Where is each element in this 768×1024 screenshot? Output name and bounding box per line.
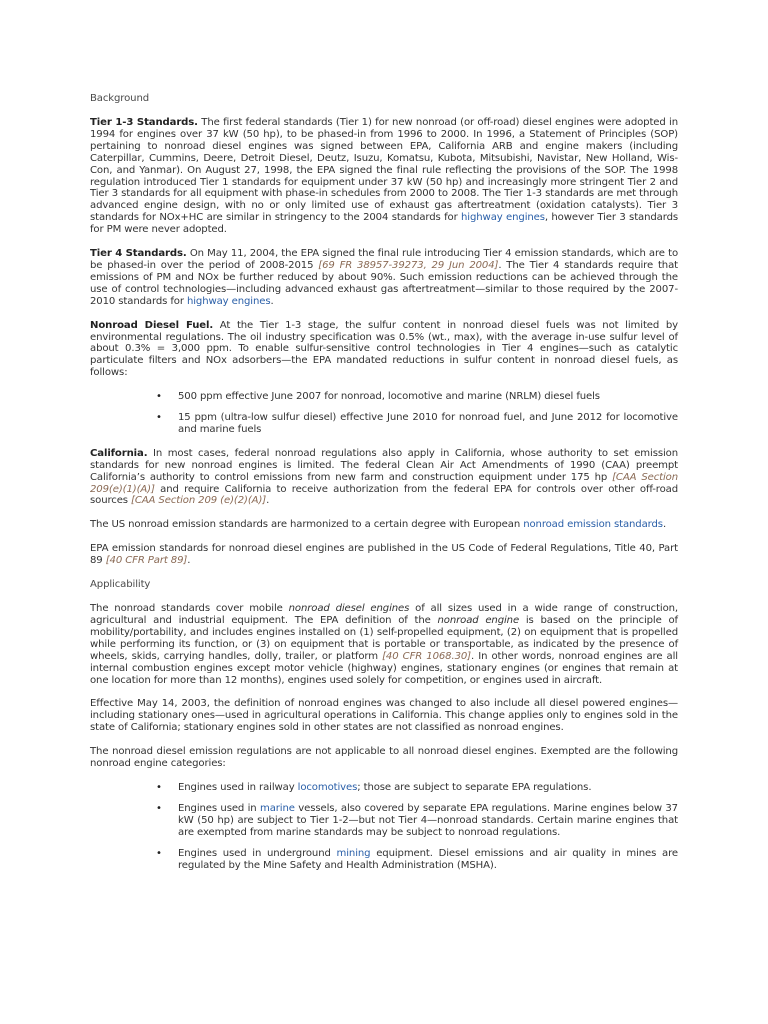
paragraph-text: . In other words, nonroad engines are all internal combustion engines except motor vehicle (highway) engines, stationary engines (or engines that remain at one location for more than 12 months), engines used solely for competition, or engines used in aircraft.: [90, 650, 678, 686]
list-item: • 500 ppm effective June 2007 for nonroad, locomotive and marine (NRLM) diesel fuels: [178, 391, 678, 403]
paragraph-text: .: [662, 519, 667, 531]
paragraph-tier-1-3: [90, 117, 678, 236]
paragraph-text: EPA emission standards for nonroad diesel engines are published in the US Code of Federal Regulations, Title 40, Part 89: [90, 543, 678, 567]
paragraph-text: , however Tier 3 standards for PM were never adopted.: [90, 212, 679, 236]
paragraph-text: .: [270, 295, 274, 307]
emphasis-text: nonroad diesel engines: [288, 603, 410, 615]
exemptions-bullet-list: [90, 782, 678, 871]
paragraph-text: of all sizes used in a wide range of construction, agricultural and industrial equipment. The EPA definition of the: [90, 603, 679, 626]
reference-citation: [40 CFR 1068.30]: [382, 650, 471, 662]
paragraph-text: The US nonroad emission standards are harmonized to a certain degree with European: [90, 519, 524, 531]
link-nonroad-emission-standards[interactable]: nonroad emission standards: [523, 519, 663, 531]
section-heading-applicability: Applicability: [90, 579, 151, 591]
list-item-text: equipment. Diesel emissions and air quality in mines are regulated by the Mine Safety and Health Administration (MSHA).: [178, 847, 678, 871]
paragraph-cfr: [90, 543, 678, 567]
paragraph-text: In most cases, federal nonroad regulations also apply in California, whose authority to set emission standards for new nonroad engines is limited. The federal Clean Air Act Amendments of 1990 (CAA) preempt California’s authority to control emissions from new farm and construction equipment under 175 hp: [90, 447, 678, 483]
link-highway-engines[interactable]: highway engines: [186, 295, 271, 307]
reference-citation: [CAA Section 209(e)(1)(A)]: [90, 471, 678, 495]
fuel-bullet-list: [90, 391, 678, 436]
link-marine[interactable]: marine: [260, 802, 295, 814]
paragraph-lead: California.: [90, 447, 148, 459]
paragraph-applicability-scope: [90, 603, 678, 686]
paragraph-exemptions-intro: The nonroad diesel emission regulations are not applicable to all nonroad diesel engines. Exempted are the following nonroad engine categories:: [90, 746, 678, 770]
paragraph-text: At the Tier 1-3 stage, the sulfur content in nonroad diesel fuels was not limited by environmental regulations. The oil industry specification was 0.5% (wt., max), with the average in-use sulfur level of about 0.3% = 3,000 ppm. To enable sulfur-sensitive control technologies in Tier 4 engines—such as catalytic particulate filters and NOx adsorbers—the EPA mandated reductions in sulfur content in nonroad diesel fuels, as follows:: [90, 319, 678, 379]
paragraph-harmonized: [90, 519, 678, 531]
paragraph-text: and require California to receive authorization from the federal EPA for controls over other off-road sources: [90, 483, 678, 507]
paragraph-text: On May 11, 2004, the EPA signed the final rule introducing Tier 4 emission standards, which are to be phased-in over the period of 2008-2015: [90, 248, 679, 271]
section-heading-background: Background: [90, 93, 150, 104]
list-item: • 15 ppm (ultra-low sulfur diesel) effective June 2010 for nonroad fuel, and June 2012 for locomotive and marine fuels: [178, 412, 678, 436]
paragraph-california: [90, 448, 678, 508]
paragraph-text: .: [266, 495, 270, 507]
link-highway-engines[interactable]: highway engines: [461, 212, 545, 224]
paragraph-text: The nonroad standards cover mobile: [90, 603, 289, 615]
document-page: [90, 93, 678, 883]
paragraph-tier-4: [90, 248, 678, 308]
list-item-text: ; those are subject to separate EPA regulations.: [357, 781, 592, 793]
paragraph-lead: Tier 1-3 Standards.: [90, 117, 198, 128]
paragraph-definition-change: Effective May 14, 2003, the definition of nonroad engines was changed to also include all diesel powered engines—including stationary ones—used in agricultural operations in California. This change applies only to engines sold in the state of California; stationary engines sold in other states are not classified as nonroad engines.: [90, 698, 678, 734]
paragraph-text: . The Tier 4 standards require that emissions of PM and NOx be further reduced by about 90%. Such emission reductions can be achieved through the use of control technologies—including advanced exhaust gas aftertreatment—similar to those required by the 2007-2010 standards for: [90, 259, 678, 307]
emphasis-text: nonroad engine: [437, 615, 520, 626]
paragraph-lead: Tier 4 Standards.: [90, 248, 187, 260]
paragraph-text: The first federal standards (Tier 1) for new nonroad (or off-road) diesel engines were adopted in 1994 for engines over 37 kW (50 hp), to be phased-in from 1996 to 2000. In 1996, a Statement of Principles (SOP) pertaining to nonroad diesel engines was signed between EPA, California ARB and engine makers (including Caterpillar, Cummins, Deere, Detroit Diesel, Deutz, Isuzu, Komatsu, Kubota, Mitsubishi, Navistar, New Holland, Wis-Con, and Yanmar). On August 27, 1998, the EPA signed the final rule reflecting the provisions of the SOP. The 1998 regulation introduced Tier 1 standards for equipment under 37 kW (50 hp) and increasingly more stringent Tier 2 and Tier 3 standards for all equipment with phase-in schedules from 2000 to 2008. The Tier 1-3 standards are met through advanced engine design, with no or only limited use of exhaust gas aftertreatment (oxidation catalysts). Tier 3 standards for NOx+HC are similar in stringency to the 2004 standards for: [90, 117, 679, 224]
paragraph-text: .: [187, 555, 191, 567]
list-item-text: Engines used in railway: [178, 781, 298, 793]
reference-citation: [CAA Section 209 (e)(2)(A)]: [131, 495, 267, 507]
reference-citation: [40 CFR Part 89]: [105, 555, 188, 567]
list-item-text: vessels, also covered by separate EPA regulations. Marine engines below 37 kW (50 hp) are subject to Tier 1-2—but not Tier 4—nonroad standards. Certain marine engines that are exempted from marine standards may be subject to nonroad regulations.: [178, 802, 678, 838]
list-item-text: Engines used in: [178, 802, 260, 814]
link-locomotives[interactable]: locomotives: [297, 781, 358, 793]
list-item-text: Engines used in underground: [178, 847, 337, 859]
paragraph-lead: Nonroad Diesel Fuel.: [90, 319, 214, 331]
paragraph-nonroad-diesel-fuel: [90, 320, 678, 380]
paragraph-text: is based on the principle of mobility/portability, and includes engines installed on (1) self-propelled equipment, (2) on equipment that is propelled while performing its function, or (3) on equipment that is portable or transportable, as indicated by the presence of wheels, skids, carrying handles, dolly, trailer, or platform: [90, 615, 678, 662]
list-item: [178, 782, 678, 794]
list-item: [178, 803, 678, 839]
reference-citation: [69 FR 38957-39273, 29 Jun 2004]: [318, 259, 499, 271]
list-item: [178, 848, 678, 872]
link-mining[interactable]: mining: [336, 847, 371, 859]
